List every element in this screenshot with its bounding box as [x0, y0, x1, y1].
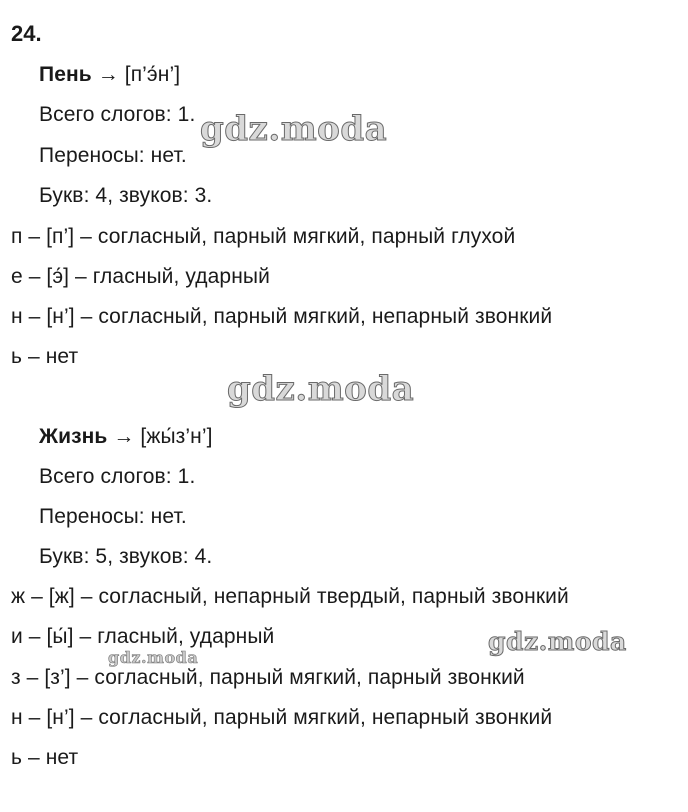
hyphenation-pen: Переносы: нет. [39, 144, 187, 167]
watermark: gdz.moda [108, 648, 199, 667]
letter-analysis-soft-sign2: ь – нет [11, 746, 79, 769]
word-heading-pen [39, 62, 180, 88]
letter-analysis-soft-sign: ь – нет [11, 345, 79, 368]
letter-analysis-e: е – [э́] – гласный, ударный [11, 265, 270, 288]
letter-analysis-n: н – [н’] – согласный, парный мягкий, непарный звонкий [11, 305, 553, 328]
arrow: → [113, 425, 135, 448]
arrow: → [97, 63, 119, 86]
watermark: gdz.moda [200, 109, 388, 149]
watermark: gdz.moda [488, 627, 627, 656]
letter-analysis-z: з – [з’] – согласный, парный мягкий, парный звонкий [11, 666, 525, 689]
letter-sound-count-zhizn: Букв: 5, звуков: 4. [39, 545, 213, 568]
letter-sound-count-pen: Букв: 4, звуков: 3. [39, 184, 213, 207]
syllable-count-zhizn: Всего слогов: 1. [39, 465, 196, 488]
letter-analysis-i: и – [ы́] – гласный, ударный [11, 625, 275, 648]
letter-analysis-p: п – [п’] – согласный, парный мягкий, парный глухой [11, 225, 516, 248]
letter-analysis-n2: н – [н’] – согласный, парный мягкий, непарный звонкий [11, 706, 553, 729]
syllable-count-pen: Всего слогов: 1. [39, 103, 196, 126]
transcription-zhizn: [жы́з’н’] [140, 425, 213, 448]
word-heading-zhizn [39, 424, 213, 450]
word-pen: Пень [39, 63, 92, 86]
hyphenation-zhizn: Переносы: нет. [39, 505, 187, 528]
letter-analysis-zh: ж – [ж] – согласный, непарный твердый, парный звонкий [11, 585, 569, 608]
watermark: gdz.moda [227, 369, 415, 409]
word-zhizn: Жизнь [39, 425, 108, 448]
transcription-pen: [п’э́н’] [124, 63, 181, 86]
exercise-number: 24. [11, 21, 42, 46]
